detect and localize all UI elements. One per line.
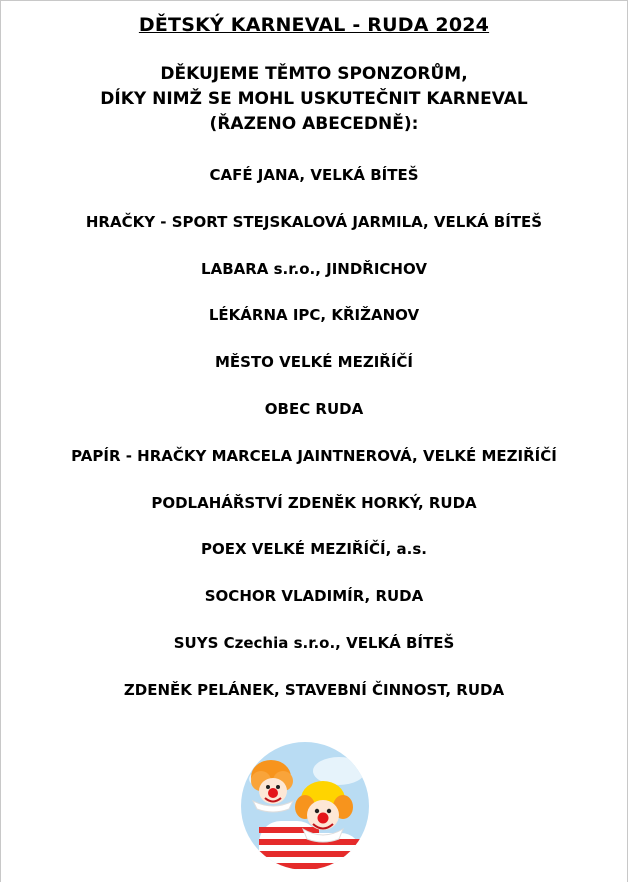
sponsor-item: LABARA s.r.o., JINDŘICHOV	[201, 259, 427, 278]
sponsor-item: HRAČKY - SPORT STEJSKALOVÁ JARMILA, VELKÁ BÍTEŠ	[85, 212, 543, 231]
sponsor-item: SUYS Czechia s.r.o., VELKÁ BÍTEŠ	[173, 633, 455, 652]
back-clown-nose	[268, 788, 278, 798]
intro-line-3: (ŘAZENO ABECEDNĚ):	[209, 114, 419, 134]
sponsor-item: LÉKÁRNA IPC, KŘIŽANOV	[208, 306, 420, 325]
sponsor-item: MĚSTO VELKÉ MEZIŘÍČÍ	[214, 353, 414, 372]
sponsor-item: ZDENĚK PELÁNEK, STAVEBNÍ ČINNOST, RUDA	[123, 680, 505, 699]
intro-line-2: DÍKY NIMŽ SE MOHL USKUTEČNIT KARNEVAL	[100, 89, 528, 109]
sponsor-item: PODLAHÁŘSTVÍ ZDENĚK HORKÝ, RUDA	[151, 493, 477, 512]
sponsor-item: SOCHOR VLADIMÍR, RUDA	[204, 587, 424, 606]
page-title: DĚTSKÝ KARNEVAL - RUDA 2024	[138, 14, 490, 36]
sponsor-item: CAFÉ JANA, VELKÁ BÍTEŠ	[209, 166, 419, 184]
sponsor-list	[0, 164, 628, 726]
sponsor-item: PAPÍR - HRAČKY MARCELA JAINTNEROVÁ, VELKÉ MEZIŘÍČÍ	[71, 446, 557, 465]
intro-line-1: DĚKUJEME TĚMTO SPONZORŮM,	[160, 64, 468, 84]
sponsor-item: OBEC RUDA	[264, 399, 364, 418]
clowns-icon	[239, 741, 371, 871]
sponsor-item: POEX VELKÉ MEZIŘÍČÍ, a.s.	[200, 540, 427, 559]
intro-text	[0, 62, 628, 137]
front-clown-nose	[318, 813, 329, 824]
